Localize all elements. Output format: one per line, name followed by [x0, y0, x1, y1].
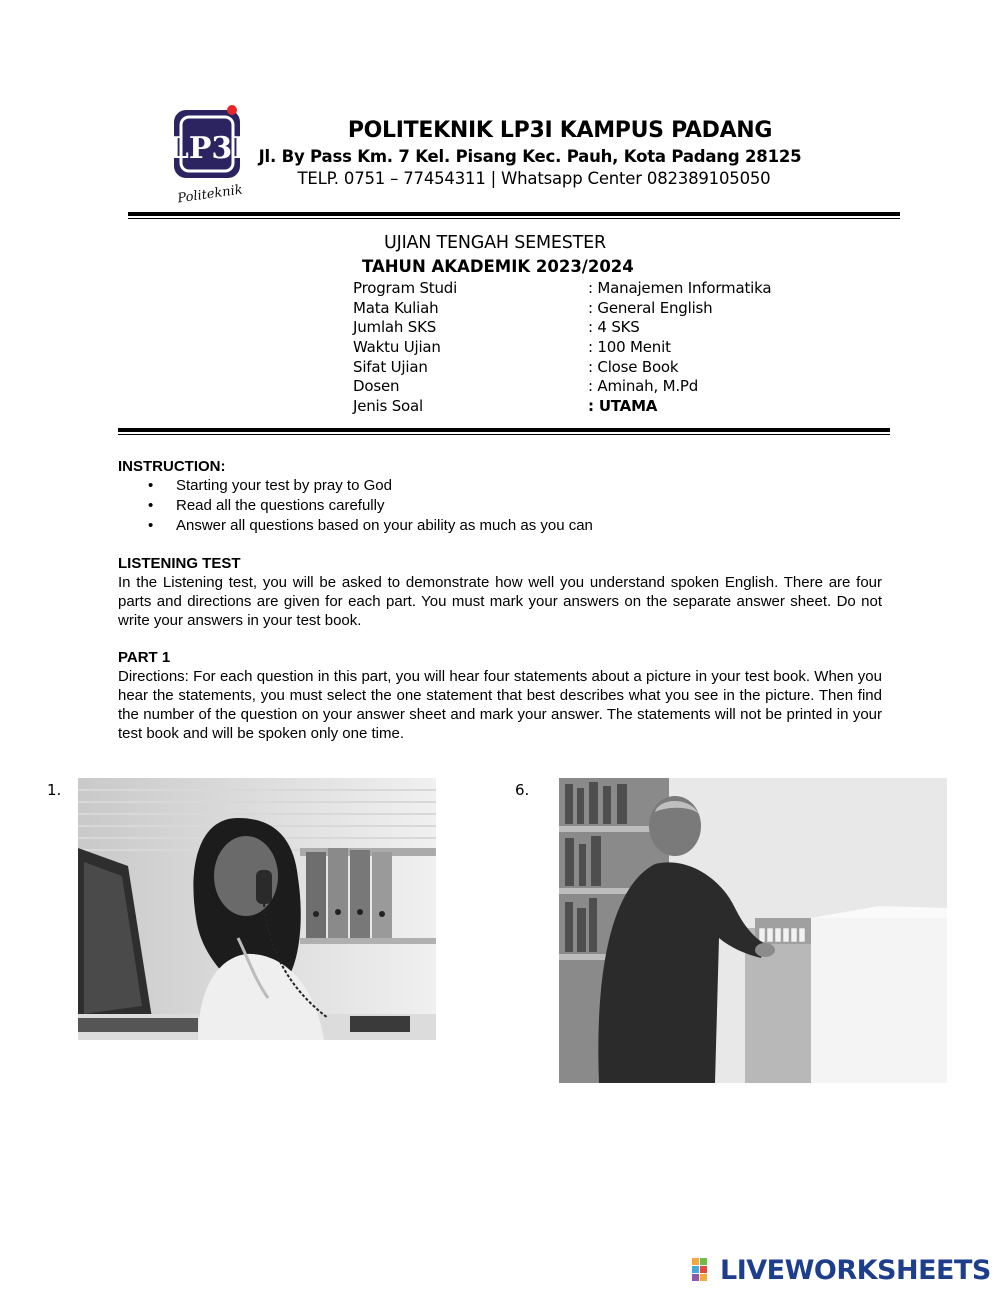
part1-section — [118, 648, 882, 743]
brand-text: LIVEWORKSHEETS — [720, 1254, 991, 1286]
list-item-text: Starting your test by pray to God — [176, 477, 392, 494]
listening-heading: LISTENING TEST — [118, 555, 241, 572]
exam-year: TAHUN AKADEMIK 2023/2024 — [362, 257, 634, 276]
list-item: • Answer all questions based on your ability as much as you can — [148, 517, 593, 534]
info-key: Jumlah SKS — [353, 318, 437, 337]
part1-text: Directions: For each question in this part, you will hear four statements about a picture in your test book. When you hear the statements, you must select the one statement that best describes what you see in the picture. Then find the number of the question on your answer sheet and mark your answer. The statements will not be printed in your test book and will be spoken only one time. — [118, 668, 882, 742]
exam-title: UJIAN TENGAH SEMESTER — [384, 233, 606, 253]
instruction-heading: INSTRUCTION: — [118, 458, 226, 475]
info-value: : General English — [588, 298, 713, 317]
instruction-section — [118, 457, 882, 536]
listening-text: In the Listening test, you will be asked to demonstrate how well you understand spoken English. There are four parts and directions are given for each part. You must mark your answers on the separate answer sheet. Do not write your answers in your test book. — [118, 574, 882, 629]
list-item: • Read all the questions carefully — [148, 497, 385, 514]
question-number: 1. — [47, 781, 62, 799]
question-6-photo — [559, 778, 947, 1083]
info-key: Mata Kuliah — [353, 298, 439, 317]
info-key: Program Studi — [353, 279, 458, 297]
lp3i-logo — [168, 104, 252, 204]
header-divider — [128, 212, 900, 219]
part1-heading: PART 1 — [118, 649, 171, 666]
institution-address: Jl. By Pass Km. 7 Kel. Pisang Kec. Pauh, Kota Padang 28125 — [258, 147, 802, 166]
info-divider — [118, 428, 890, 435]
liveworksheets-brand[interactable] — [692, 1254, 991, 1286]
info-value: : Manajemen Informatika — [588, 279, 772, 297]
info-value: : Close Book — [588, 357, 679, 376]
liveworksheets-logo-icon — [692, 1258, 716, 1282]
institution-telephone: TELP. 0751 – 77454311 | Whatsapp Center 082389105050 — [297, 169, 771, 188]
list-item: • Starting your test by pray to God — [148, 477, 392, 494]
info-value: : 100 Menit — [588, 338, 671, 357]
logo-text: LP3I — [168, 131, 247, 166]
instruction-list — [118, 476, 882, 536]
question-number: 6. — [515, 781, 530, 799]
institution-name: POLITEKNIK LP3I KAMPUS PADANG — [347, 118, 773, 143]
info-key: Jenis Soal — [353, 397, 423, 416]
list-item-text: Answer all questions based on your ability as much as you can — [176, 517, 593, 534]
info-value: : Aminah, M.Pd — [588, 377, 699, 396]
listening-section — [118, 554, 882, 630]
info-value: : 4 SKS — [588, 318, 640, 337]
info-key: Sifat Ujian — [353, 357, 428, 376]
info-key: Waktu Ujian — [353, 338, 441, 357]
info-key: Dosen — [353, 377, 400, 396]
list-item-text: Read all the questions carefully — [176, 497, 385, 514]
info-value: : UTAMA — [588, 397, 658, 416]
question-1-photo — [78, 778, 436, 1040]
logo-script: Politeknik — [176, 182, 244, 204]
